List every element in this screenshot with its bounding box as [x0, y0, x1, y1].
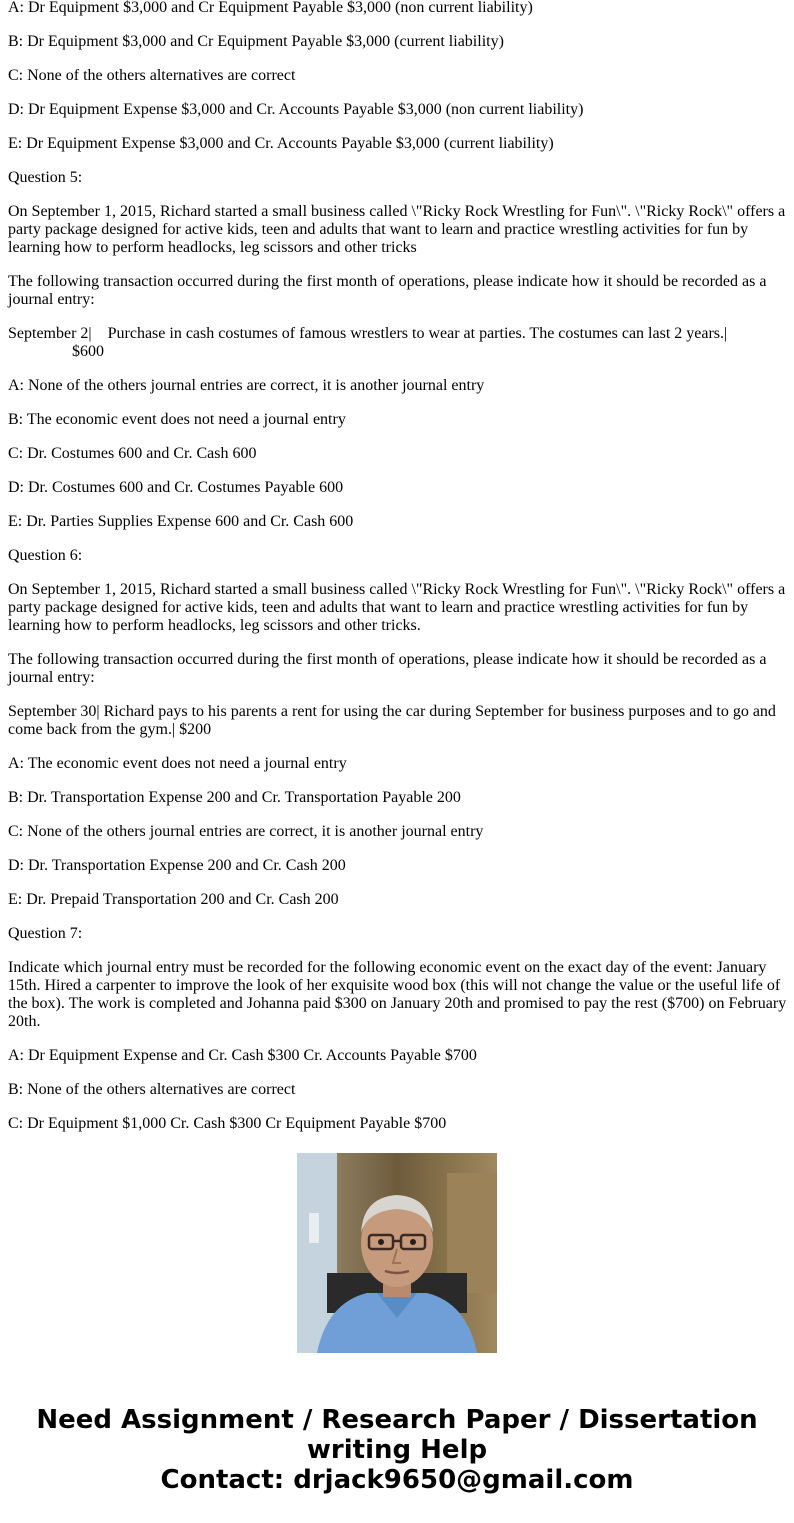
q6-intro: On September 1, 2015, Richard started a small business called \"Ricky Rock Wrestling for Fun\". \"Ricky Rock\" offers a party package designed for active kids, teen and adults that want to learn and practice wrestling activities for fun by learning how to perform headlocks, leg scissors and other tricks.: [8, 581, 786, 634]
q4-option-b: B: Dr Equipment $3,000 and Cr Equipment Payable $3,000 (current liability): [8, 33, 504, 50]
promo-banner: [0, 1405, 794, 1495]
q4-option-c: C: None of the others alternatives are correct: [8, 67, 296, 84]
q7-option-a: A: Dr Equipment Expense and Cr. Cash $300 Cr. Accounts Payable $700: [8, 1047, 477, 1064]
q7-title: Question 7:: [8, 925, 83, 942]
q6-title: Question 6:: [8, 547, 83, 564]
q6-option-c: C: None of the others journal entries are correct, it is another journal entry: [8, 823, 484, 840]
promo-line-1: Need Assignment / Research Paper / Dissertation: [36, 1405, 758, 1435]
q7-option-b: B: None of the others alternatives are correct: [8, 1081, 296, 1098]
q7-option-c: C: Dr Equipment $1,000 Cr. Cash $300 Cr Equipment Payable $700: [8, 1115, 447, 1132]
q5-transaction: [8, 325, 787, 361]
q5-intro: On September 1, 2015, Richard started a small business called \"Ricky Rock Wrestling for Fun\". \"Ricky Rock\" offers a party package designed for active kids, teen and adults that want to learn and practice wrestling activities for fun by learning how to perform headlocks, leg scissors and other tricks: [8, 203, 786, 256]
tutor-photo-icon: [297, 1153, 497, 1353]
q4-option-d: D: Dr Equipment Expense $3,000 and Cr. Accounts Payable $3,000 (non current liability): [8, 101, 584, 118]
q6-transaction: September 30| Richard pays to his parents a rent for using the car during September for business purposes and to go and come back from the gym.| $200: [8, 703, 776, 738]
q5-option-b: B: The economic event does not need a journal entry: [8, 411, 346, 428]
q5-option-e: E: Dr. Parties Supplies Expense 600 and Cr. Cash 600: [8, 513, 354, 530]
q5-option-c: C: Dr. Costumes 600 and Cr. Cash 600: [8, 445, 257, 462]
q5-title: Question 5:: [8, 169, 83, 186]
promo-contact: Contact: drjack9650@gmail.com: [160, 1465, 634, 1495]
q5-instruction: The following transaction occurred during the first month of operations, please indicate how it should be recorded as a journal entry:: [8, 273, 767, 308]
question-document: [8, 0, 787, 1132]
q6-option-b: B: Dr. Transportation Expense 200 and Cr. Transportation Payable 200: [8, 789, 461, 806]
q4-option-e: E: Dr Equipment Expense $3,000 and Cr. Accounts Payable $3,000 (current liability): [8, 135, 554, 152]
q6-option-e: E: Dr. Prepaid Transportation 200 and Cr. Cash 200: [8, 891, 339, 908]
q5-option-d: D: Dr. Costumes 600 and Cr. Costumes Payable 600: [8, 479, 344, 496]
q4-option-a: A: Dr Equipment $3,000 and Cr Equipment Payable $3,000 (non current liability): [8, 0, 533, 16]
tutor-avatar: [297, 1153, 497, 1353]
q5-transaction-amount: $600: [72, 343, 104, 360]
q7-intro: Indicate which journal entry must be recorded for the following economic event on the exact day of the event: January 15th. Hired a carpenter to improve the look of her exquisite wood box (this will not change the value or the useful life of the box). The work is completed and Johanna paid $300 on January 20th and promised to pay the rest ($700) on February 20th.: [8, 959, 787, 1030]
q6-option-d: D: Dr. Transportation Expense 200 and Cr. Cash 200: [8, 857, 346, 874]
q6-instruction: The following transaction occurred during the first month of operations, please indicate how it should be recorded as a journal entry:: [8, 651, 767, 686]
q5-option-a: A: None of the others journal entries are correct, it is another journal entry: [8, 377, 485, 394]
promo-line-2: writing Help: [306, 1435, 488, 1465]
q5-transaction-line: September 2| Purchase in cash costumes of famous wrestlers to wear at parties. The costumes can last 2 years.|: [8, 325, 728, 342]
q6-option-a: A: The economic event does not need a journal entry: [8, 755, 347, 772]
